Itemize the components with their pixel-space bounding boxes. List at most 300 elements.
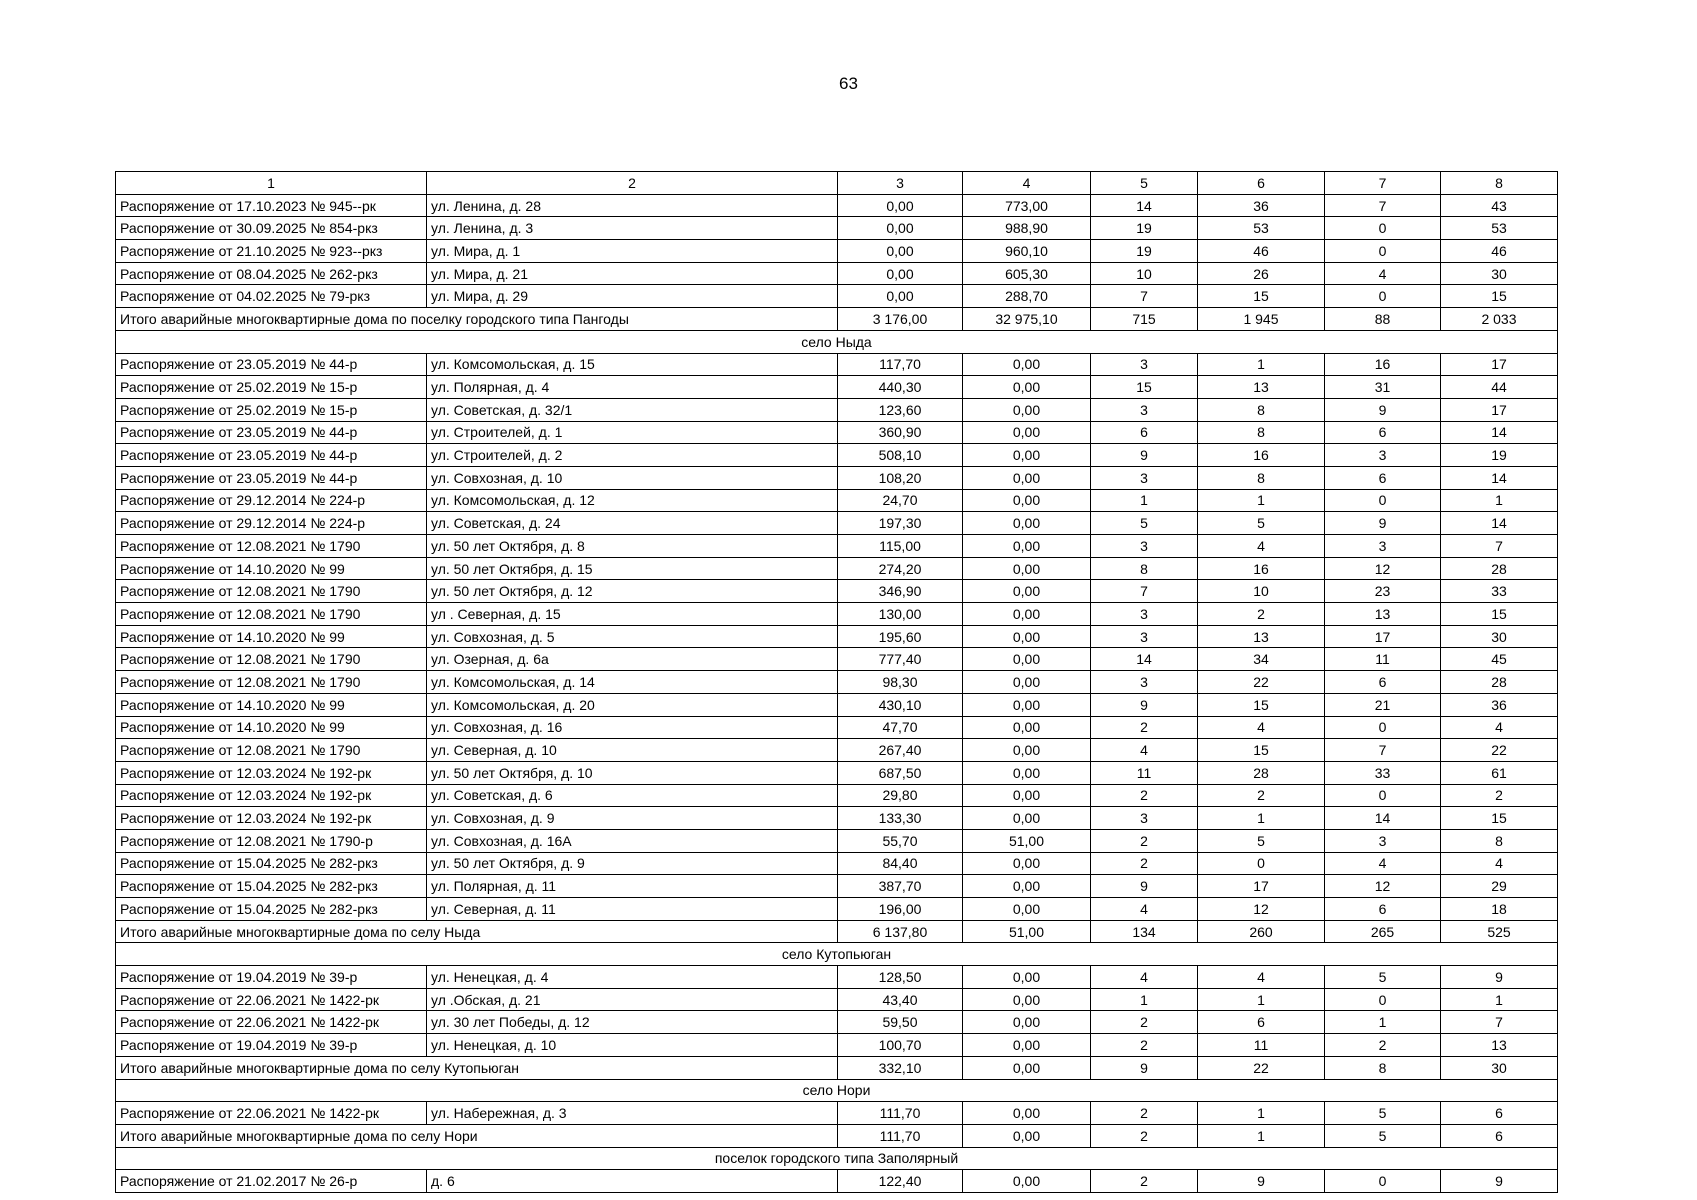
value-cell: 9: [1441, 966, 1558, 989]
value-cell: 33: [1325, 761, 1441, 784]
total-value: 6 137,80: [838, 920, 963, 943]
table-row: [116, 285, 1558, 308]
total-value: 3 176,00: [838, 308, 963, 331]
value-cell: 0,00: [963, 625, 1091, 648]
address-cell: ул . Северная, д. 15: [427, 603, 838, 626]
value-cell: 19: [1091, 240, 1198, 263]
value-cell: 28: [1441, 557, 1558, 580]
value-cell: 84,40: [838, 852, 963, 875]
value-cell: 0,00: [963, 580, 1091, 603]
value-cell: 12: [1198, 898, 1325, 921]
value-cell: 440,30: [838, 376, 963, 399]
total-value: 0,00: [963, 1056, 1091, 1079]
address-cell: ул. Северная, д. 11: [427, 898, 838, 921]
total-value: 1 945: [1198, 308, 1325, 331]
value-cell: 605,30: [963, 262, 1091, 285]
total-value: 6: [1441, 1124, 1558, 1147]
value-cell: 4: [1198, 716, 1325, 739]
value-cell: 7: [1441, 1011, 1558, 1034]
value-cell: 988,90: [963, 217, 1091, 240]
address-cell: ул. Советская, д. 6: [427, 784, 838, 807]
value-cell: 1: [1198, 1102, 1325, 1125]
order-cell: Распоряжение от 15.04.2025 № 282-ркз: [116, 852, 427, 875]
value-cell: 5: [1198, 829, 1325, 852]
value-cell: 10: [1198, 580, 1325, 603]
header-cell: 6: [1198, 172, 1325, 195]
total-value: 5: [1325, 1124, 1441, 1147]
value-cell: 0,00: [963, 1011, 1091, 1034]
value-cell: 5: [1091, 512, 1198, 535]
value-cell: 15: [1091, 376, 1198, 399]
order-cell: Распоряжение от 23.05.2019 № 44-р: [116, 444, 427, 467]
table-row: [116, 376, 1558, 399]
value-cell: 29,80: [838, 784, 963, 807]
table-row: [116, 512, 1558, 535]
address-cell: ул. 30 лет Победы, д. 12: [427, 1011, 838, 1034]
value-cell: 6: [1325, 466, 1441, 489]
value-cell: 508,10: [838, 444, 963, 467]
value-cell: 59,50: [838, 1011, 963, 1034]
table-row: [116, 852, 1558, 875]
header-cell: 2: [427, 172, 838, 195]
value-cell: 3: [1325, 535, 1441, 558]
value-cell: 15: [1198, 285, 1325, 308]
header-cell: 5: [1091, 172, 1198, 195]
section-heading: село Кутопьюган: [116, 943, 1558, 966]
value-cell: 9: [1325, 398, 1441, 421]
section-heading-row: [116, 943, 1558, 966]
value-cell: 0,00: [963, 557, 1091, 580]
table-row: [116, 421, 1558, 444]
order-cell: Распоряжение от 30.09.2025 № 854-ркз: [116, 217, 427, 240]
table-row: [116, 988, 1558, 1011]
value-cell: 130,00: [838, 603, 963, 626]
value-cell: 267,40: [838, 739, 963, 762]
value-cell: 288,70: [963, 285, 1091, 308]
value-cell: 21: [1325, 693, 1441, 716]
order-cell: Распоряжение от 12.03.2024 № 192-рк: [116, 761, 427, 784]
address-cell: ул. 50 лет Октября, д. 9: [427, 852, 838, 875]
value-cell: 10: [1091, 262, 1198, 285]
value-cell: 4: [1325, 852, 1441, 875]
page-number: 63: [839, 74, 858, 93]
value-cell: 15: [1441, 807, 1558, 830]
value-cell: 1: [1198, 489, 1325, 512]
order-cell: Распоряжение от 04.02.2025 № 79-ркз: [116, 285, 427, 308]
value-cell: 9: [1198, 1170, 1325, 1193]
value-cell: 28: [1198, 761, 1325, 784]
total-value: 2 033: [1441, 308, 1558, 331]
value-cell: 14: [1441, 466, 1558, 489]
value-cell: 55,70: [838, 829, 963, 852]
value-cell: 7: [1325, 739, 1441, 762]
section-heading-row: [116, 1079, 1558, 1102]
address-cell: ул. Набережная, д. 3: [427, 1102, 838, 1125]
value-cell: 0,00: [963, 1102, 1091, 1125]
value-cell: 33: [1441, 580, 1558, 603]
table-row: [116, 829, 1558, 852]
order-cell: Распоряжение от 14.10.2020 № 99: [116, 557, 427, 580]
total-row: [116, 308, 1558, 331]
address-cell: ул. Северная, д. 10: [427, 739, 838, 762]
total-value: 22: [1198, 1056, 1325, 1079]
address-cell: ул .Обская, д. 21: [427, 988, 838, 1011]
value-cell: 3: [1091, 353, 1198, 376]
total-value: 8: [1325, 1056, 1441, 1079]
table-row: [116, 603, 1558, 626]
value-cell: 15: [1441, 285, 1558, 308]
value-cell: 7: [1091, 285, 1198, 308]
value-cell: 2: [1198, 603, 1325, 626]
value-cell: 0,00: [963, 875, 1091, 898]
header-cell: 1: [116, 172, 427, 195]
value-cell: 0,00: [963, 852, 1091, 875]
value-cell: 128,50: [838, 966, 963, 989]
value-cell: 53: [1198, 217, 1325, 240]
table-row: [116, 1034, 1558, 1057]
order-cell: Распоряжение от 21.02.2017 № 26-р: [116, 1170, 427, 1193]
table-row: [116, 194, 1558, 217]
table-row: [116, 716, 1558, 739]
address-cell: ул. Комсомольская, д. 14: [427, 671, 838, 694]
table-header-row: [116, 172, 1558, 195]
value-cell: 19: [1091, 217, 1198, 240]
table-row: [116, 625, 1558, 648]
address-cell: ул. Мира, д. 21: [427, 262, 838, 285]
value-cell: 0,00: [963, 512, 1091, 535]
value-cell: 117,70: [838, 353, 963, 376]
value-cell: 44: [1441, 376, 1558, 399]
value-cell: 0,00: [963, 648, 1091, 671]
value-cell: 7: [1325, 194, 1441, 217]
address-cell: ул. Совхозная, д. 5: [427, 625, 838, 648]
order-cell: Распоряжение от 19.04.2019 № 39-р: [116, 1034, 427, 1057]
value-cell: 6: [1325, 671, 1441, 694]
value-cell: 4: [1091, 739, 1198, 762]
value-cell: 0: [1325, 489, 1441, 512]
value-cell: 6: [1198, 1011, 1325, 1034]
value-cell: 0,00: [838, 217, 963, 240]
value-cell: 0,00: [963, 966, 1091, 989]
value-cell: 1: [1198, 353, 1325, 376]
value-cell: 0: [1325, 1170, 1441, 1193]
table-row: [116, 648, 1558, 671]
order-cell: Распоряжение от 17.10.2023 № 945--рк: [116, 194, 427, 217]
value-cell: 16: [1198, 557, 1325, 580]
table-row: [116, 807, 1558, 830]
table-row: [116, 217, 1558, 240]
value-cell: 1: [1091, 489, 1198, 512]
order-cell: Распоряжение от 21.10.2025 № 923--ркз: [116, 240, 427, 263]
order-cell: Распоряжение от 25.02.2019 № 15-р: [116, 398, 427, 421]
order-cell: Распоряжение от 12.03.2024 № 192-рк: [116, 784, 427, 807]
value-cell: 14: [1325, 807, 1441, 830]
value-cell: 53: [1441, 217, 1558, 240]
value-cell: 11: [1198, 1034, 1325, 1057]
order-cell: Распоряжение от 22.06.2021 № 1422-рк: [116, 988, 427, 1011]
total-value: 260: [1198, 920, 1325, 943]
value-cell: 2: [1091, 829, 1198, 852]
value-cell: 13: [1198, 376, 1325, 399]
value-cell: 22: [1441, 739, 1558, 762]
address-cell: ул. Полярная, д. 4: [427, 376, 838, 399]
order-cell: Распоряжение от 12.08.2021 № 1790: [116, 580, 427, 603]
table-row: [116, 966, 1558, 989]
value-cell: 3: [1091, 671, 1198, 694]
order-cell: Распоряжение от 15.04.2025 № 282-ркз: [116, 875, 427, 898]
value-cell: 43,40: [838, 988, 963, 1011]
header-cell: 7: [1325, 172, 1441, 195]
total-value: 1: [1198, 1124, 1325, 1147]
value-cell: 3: [1325, 444, 1441, 467]
address-cell: ул. Строителей, д. 1: [427, 421, 838, 444]
total-value: 0,00: [963, 1124, 1091, 1147]
section-heading: поселок городского типа Заполярный: [116, 1147, 1558, 1170]
value-cell: 7: [1441, 535, 1558, 558]
value-cell: 46: [1441, 240, 1558, 263]
value-cell: 30: [1441, 625, 1558, 648]
value-cell: 1: [1091, 988, 1198, 1011]
table-row: [116, 444, 1558, 467]
value-cell: 0,00: [963, 739, 1091, 762]
order-cell: Распоряжение от 23.05.2019 № 44-р: [116, 466, 427, 489]
address-cell: ул. Строителей, д. 2: [427, 444, 838, 467]
address-cell: ул. Совхозная, д. 16: [427, 716, 838, 739]
table-row: [116, 489, 1558, 512]
value-cell: 0,00: [963, 444, 1091, 467]
value-cell: 17: [1441, 353, 1558, 376]
value-cell: 14: [1441, 512, 1558, 535]
value-cell: 14: [1091, 194, 1198, 217]
value-cell: 9: [1091, 875, 1198, 898]
value-cell: 195,60: [838, 625, 963, 648]
value-cell: 2: [1091, 852, 1198, 875]
value-cell: 1: [1441, 988, 1558, 1011]
value-cell: 0,00: [838, 262, 963, 285]
value-cell: 6: [1325, 898, 1441, 921]
table-row: [116, 784, 1558, 807]
value-cell: 12: [1325, 557, 1441, 580]
section-heading-row: [116, 330, 1558, 353]
total-label: Итого аварийные многоквартирные дома по селу Кутопьюган: [116, 1056, 838, 1079]
value-cell: 360,90: [838, 421, 963, 444]
housing-table: [115, 171, 1558, 1193]
total-value: 2: [1091, 1124, 1198, 1147]
table-row: [116, 240, 1558, 263]
table-row: [116, 761, 1558, 784]
order-cell: Распоряжение от 12.08.2021 № 1790: [116, 671, 427, 694]
address-cell: ул. Мира, д. 29: [427, 285, 838, 308]
value-cell: 0,00: [963, 807, 1091, 830]
table-row: [116, 1011, 1558, 1034]
value-cell: 8: [1198, 466, 1325, 489]
value-cell: 0,00: [963, 761, 1091, 784]
header-cell: 4: [963, 172, 1091, 195]
value-cell: 13: [1441, 1034, 1558, 1057]
order-cell: Распоряжение от 29.12.2014 № 224-р: [116, 489, 427, 512]
value-cell: 3: [1091, 398, 1198, 421]
value-cell: 17: [1325, 625, 1441, 648]
header-cell: 8: [1441, 172, 1558, 195]
value-cell: 46: [1198, 240, 1325, 263]
value-cell: 0,00: [963, 376, 1091, 399]
value-cell: 24,70: [838, 489, 963, 512]
total-value: 51,00: [963, 920, 1091, 943]
address-cell: ул. Советская, д. 24: [427, 512, 838, 535]
value-cell: 30: [1441, 262, 1558, 285]
total-label: Итого аварийные многоквартирные дома по селу Ныда: [116, 920, 838, 943]
value-cell: 17: [1198, 875, 1325, 898]
address-cell: д. 6: [427, 1170, 838, 1193]
total-value: 30: [1441, 1056, 1558, 1079]
value-cell: 3: [1091, 807, 1198, 830]
value-cell: 0,00: [838, 285, 963, 308]
value-cell: 196,00: [838, 898, 963, 921]
order-cell: Распоряжение от 12.08.2021 № 1790: [116, 648, 427, 671]
value-cell: 0,00: [963, 489, 1091, 512]
value-cell: 6: [1441, 1102, 1558, 1125]
value-cell: 0: [1325, 240, 1441, 263]
value-cell: 51,00: [963, 829, 1091, 852]
order-cell: Распоряжение от 14.10.2020 № 99: [116, 625, 427, 648]
value-cell: 0,00: [838, 194, 963, 217]
section-heading: село Ныда: [116, 330, 1558, 353]
value-cell: 960,10: [963, 240, 1091, 263]
value-cell: 16: [1325, 353, 1441, 376]
value-cell: 123,60: [838, 398, 963, 421]
value-cell: 0: [1325, 784, 1441, 807]
value-cell: 2: [1198, 784, 1325, 807]
order-cell: Распоряжение от 08.04.2025 № 262-ркз: [116, 262, 427, 285]
value-cell: 26: [1198, 262, 1325, 285]
value-cell: 0,00: [963, 535, 1091, 558]
value-cell: 7: [1091, 580, 1198, 603]
total-row: [116, 1124, 1558, 1147]
value-cell: 430,10: [838, 693, 963, 716]
address-cell: ул. Совхозная, д. 16А: [427, 829, 838, 852]
order-cell: Распоряжение от 23.05.2019 № 44-р: [116, 353, 427, 376]
value-cell: 11: [1325, 648, 1441, 671]
table-row: [116, 557, 1558, 580]
value-cell: 0: [1325, 988, 1441, 1011]
order-cell: Распоряжение от 12.08.2021 № 1790: [116, 535, 427, 558]
value-cell: 2: [1091, 716, 1198, 739]
total-value: 32 975,10: [963, 308, 1091, 331]
value-cell: 12: [1325, 875, 1441, 898]
value-cell: 13: [1198, 625, 1325, 648]
value-cell: 100,70: [838, 1034, 963, 1057]
table-row: [116, 1170, 1558, 1193]
value-cell: 15: [1441, 603, 1558, 626]
value-cell: 5: [1325, 1102, 1441, 1125]
value-cell: 4: [1325, 262, 1441, 285]
order-cell: Распоряжение от 12.08.2021 № 1790-р: [116, 829, 427, 852]
value-cell: 197,30: [838, 512, 963, 535]
value-cell: 9: [1325, 512, 1441, 535]
address-cell: ул. Комсомольская, д. 15: [427, 353, 838, 376]
value-cell: 36: [1198, 194, 1325, 217]
value-cell: 3: [1091, 535, 1198, 558]
value-cell: 98,30: [838, 671, 963, 694]
value-cell: 5: [1325, 966, 1441, 989]
value-cell: 3: [1091, 603, 1198, 626]
table-row: [116, 398, 1558, 421]
value-cell: 14: [1091, 648, 1198, 671]
order-cell: Распоряжение от 12.08.2021 № 1790: [116, 603, 427, 626]
section-heading-row: [116, 1147, 1558, 1170]
order-cell: Распоряжение от 25.02.2019 № 15-р: [116, 376, 427, 399]
value-cell: 61: [1441, 761, 1558, 784]
value-cell: 22: [1198, 671, 1325, 694]
address-cell: ул. Озерная, д. 6а: [427, 648, 838, 671]
address-cell: ул. Ленина, д. 28: [427, 194, 838, 217]
value-cell: 1: [1441, 489, 1558, 512]
value-cell: 122,40: [838, 1170, 963, 1193]
value-cell: 0: [1325, 217, 1441, 240]
table-row: [116, 535, 1558, 558]
value-cell: 0: [1198, 852, 1325, 875]
value-cell: 2: [1325, 1034, 1441, 1057]
table-row: [116, 739, 1558, 762]
value-cell: 0,00: [963, 1170, 1091, 1193]
value-cell: 2: [1091, 1034, 1198, 1057]
value-cell: 9: [1091, 693, 1198, 716]
value-cell: 45: [1441, 648, 1558, 671]
address-cell: ул. 50 лет Октября, д. 15: [427, 557, 838, 580]
total-value: 332,10: [838, 1056, 963, 1079]
order-cell: Распоряжение от 15.04.2025 № 282-ркз: [116, 898, 427, 921]
total-row: [116, 1056, 1558, 1079]
value-cell: 0: [1325, 285, 1441, 308]
value-cell: 2: [1441, 784, 1558, 807]
value-cell: 0,00: [963, 353, 1091, 376]
value-cell: 11: [1091, 761, 1198, 784]
address-cell: ул. 50 лет Октября, д. 10: [427, 761, 838, 784]
total-label: Итого аварийные многоквартирные дома по селу Нори: [116, 1124, 838, 1147]
order-cell: Распоряжение от 12.03.2024 № 192-рк: [116, 807, 427, 830]
value-cell: 8: [1198, 398, 1325, 421]
total-value: 715: [1091, 308, 1198, 331]
value-cell: 4: [1441, 716, 1558, 739]
value-cell: 18: [1441, 898, 1558, 921]
value-cell: 13: [1325, 603, 1441, 626]
value-cell: 0,00: [963, 671, 1091, 694]
address-cell: ул. Совхозная, д. 9: [427, 807, 838, 830]
address-cell: ул. 50 лет Октября, д. 8: [427, 535, 838, 558]
value-cell: 0,00: [963, 716, 1091, 739]
table-row: [116, 875, 1558, 898]
section-heading: село Нори: [116, 1079, 1558, 1102]
value-cell: 28: [1441, 671, 1558, 694]
value-cell: 2: [1091, 1011, 1198, 1034]
total-value: 111,70: [838, 1124, 963, 1147]
value-cell: 0,00: [963, 466, 1091, 489]
header-cell: 3: [838, 172, 963, 195]
value-cell: 2: [1091, 784, 1198, 807]
value-cell: 31: [1325, 376, 1441, 399]
value-cell: 17: [1441, 398, 1558, 421]
value-cell: 43: [1441, 194, 1558, 217]
address-cell: ул. Ненецкая, д. 10: [427, 1034, 838, 1057]
value-cell: 8: [1441, 829, 1558, 852]
value-cell: 4: [1198, 966, 1325, 989]
value-cell: 8: [1198, 421, 1325, 444]
value-cell: 346,90: [838, 580, 963, 603]
value-cell: 0,00: [963, 1034, 1091, 1057]
table-row: [116, 898, 1558, 921]
address-cell: ул. 50 лет Октября, д. 12: [427, 580, 838, 603]
address-cell: ул. Комсомольская, д. 20: [427, 693, 838, 716]
